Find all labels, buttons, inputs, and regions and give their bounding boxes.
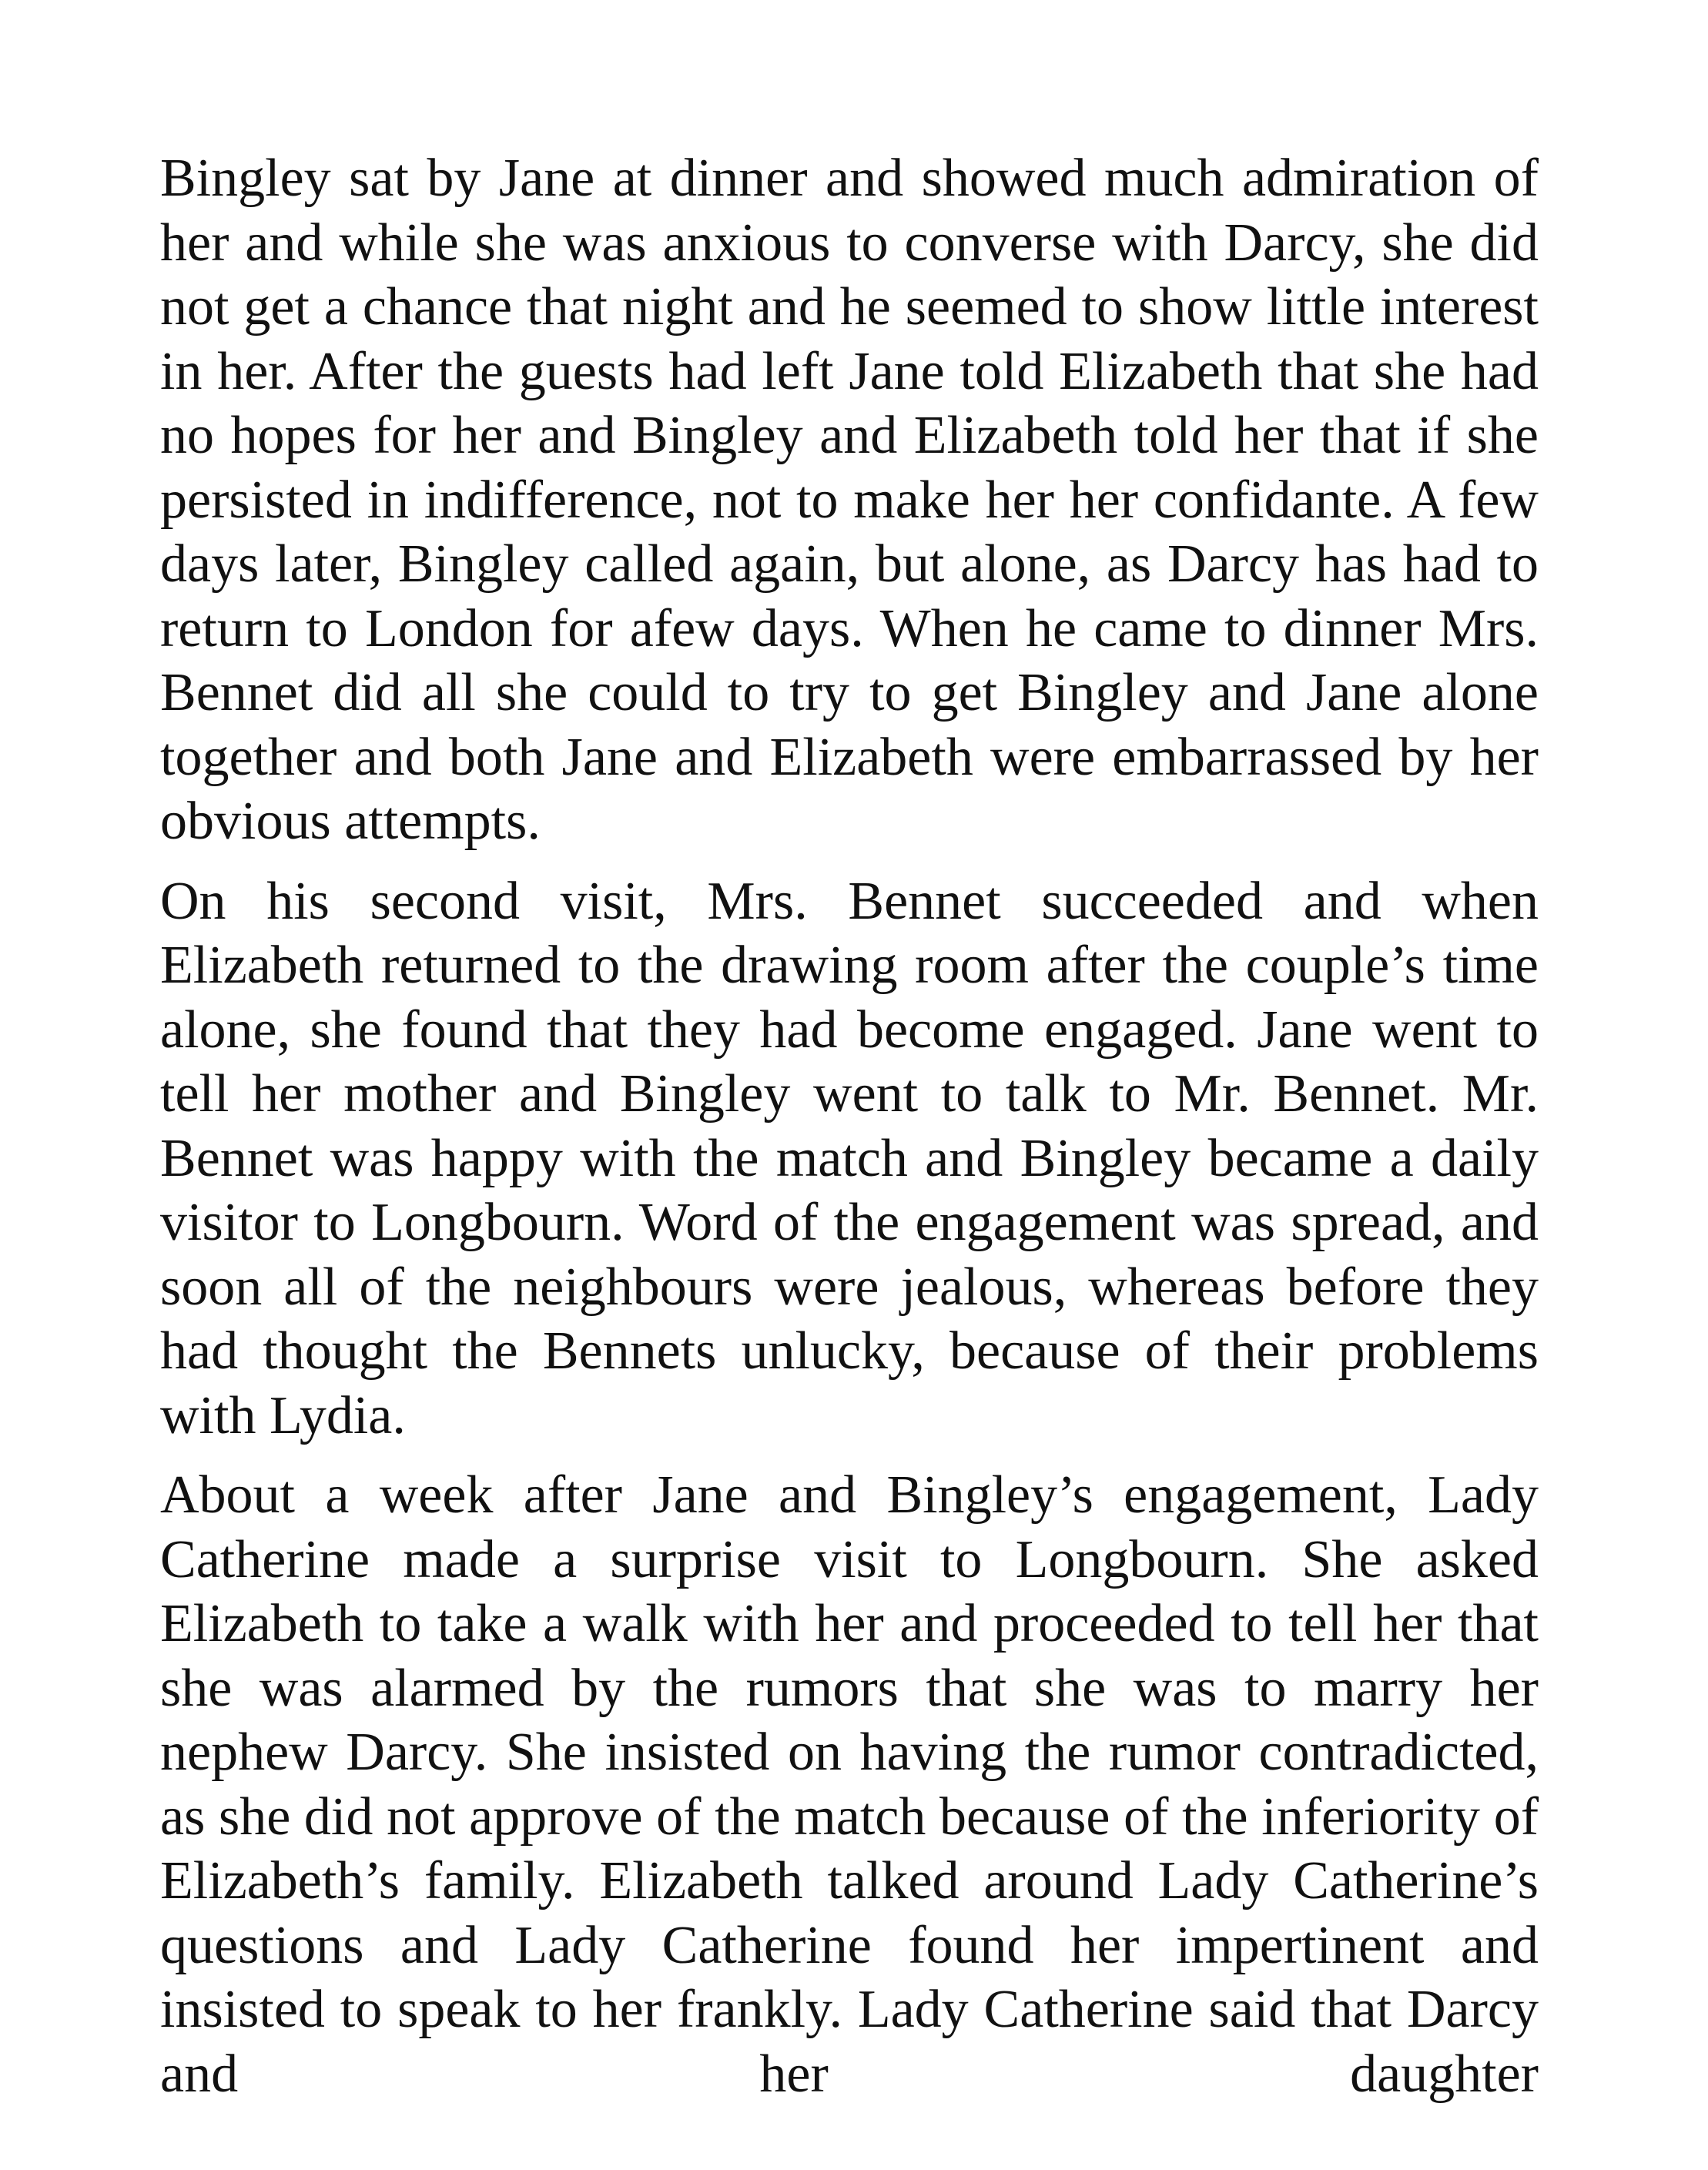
- paragraph-3: About a week after Jane and Bingley’s engagement, Lady Catherine made a surprise visit to Longbourn. She asked Elizabeth to take a walk with her and proceeded to tell her that she was alarmed by the rumors that she was to marry her nephew Darcy. She insisted on having the rumor contradicted, as she did not approve of the match because of the inferiority of Elizabeth’s family. Elizabeth talked around Lady Catherine’s questions and Lady Catherine found her impertinent and insisted to speak to her frankly. Lady Catherine said that Darcy and her daughter: [160, 1465, 1539, 2104]
- paragraph-2: On his second visit, Mrs. Bennet succeeded and when Elizabeth returned to the drawing room after the couple’s time alone, she found that they had become engaged. Jane went to tell her mother and Bingley went to talk to Mr. Bennet. Mr. Bennet was happy with the match and Bingley became a daily visitor to Longbourn. Word of the engagement was spread, and soon all of the neighbours were jealous, whereas before they had thought the Bennets unlucky, because of their problems with Lydia.: [160, 871, 1539, 1445]
- body-text: [160, 146, 1539, 2106]
- paragraph-1: Bingley sat by Jane at dinner and showed much admiration of her and while she was anxious to converse with Darcy, she did not get a chance that night and he seemed to show little interest in her. After the guests had left Jane told Elizabeth that she had no hopes for her and Bingley and Elizabeth told her that if she persisted in indifference, not to make her her confidante. A few days later, Bingley called again, but alone, as Darcy has had to return to London for afew days. When he came to dinner Mrs. Bennet did all she could to try to get Bingley and Jane alone together and both Jane and Elizabeth were embarrassed by her obvious attempts.: [160, 149, 1539, 851]
